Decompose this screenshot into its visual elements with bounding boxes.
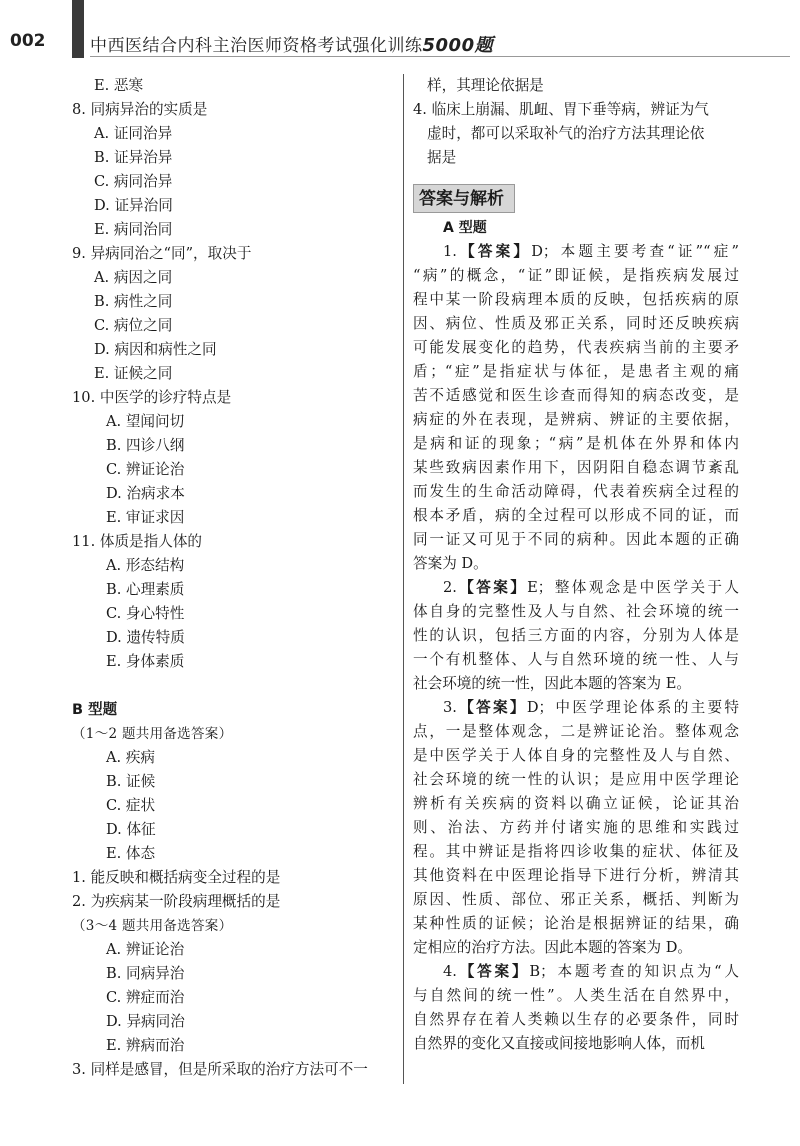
question-stem: 2. 为疾病某一阶段病理概括的是 — [72, 893, 281, 910]
answer-explanation — [413, 696, 739, 960]
answer-option: E. 审证求因 — [106, 509, 185, 526]
column-divider — [403, 74, 404, 1084]
header-bar — [72, 0, 84, 58]
explanation-line: 根本矛盾，病的全过程可以形成不同的证，而 — [413, 507, 739, 524]
answer-number: 2. — [443, 579, 457, 596]
explanation-line: 某些致病因素作用下，因阴阳自稳态调节紊乱 — [413, 459, 739, 476]
explanation-line: 自然界的变化又直接或间接地影响人体，而机 — [413, 1035, 705, 1052]
question-stem: 1. 能反映和概括病变全过程的是 — [72, 869, 281, 886]
question-stem: 9. 异病同治之“同”，取决于 — [72, 245, 252, 262]
answer-explanation — [413, 240, 739, 576]
explanation-line: 则、治法、方药并付诸实施的思维和实践过 — [413, 819, 739, 836]
answer-option: B. 同病异治 — [106, 965, 185, 982]
explanation-line: 某种性质的证候；论治是根据辨证的结果，确 — [413, 915, 739, 932]
left-column — [72, 74, 392, 1082]
explanation-line: 病症的外在表现，是辨病、辨证的主要依据， — [413, 411, 739, 428]
answer-number: 4. — [443, 963, 457, 980]
header-title-number: 5000题 — [422, 35, 494, 56]
answer-option: D. 证异治同 — [94, 197, 173, 214]
answer-option: D. 病因和病性之同 — [94, 341, 217, 358]
answer-option: D. 异病同治 — [106, 1013, 185, 1030]
page-number: 002 — [10, 31, 46, 51]
answers-heading: 答案与解析 — [413, 184, 515, 213]
question-stem: 虚时，都可以采取补气的治疗方法其理论依 — [427, 125, 705, 142]
answer-option: B. 心理素质 — [106, 581, 185, 598]
explanation-line: 可能发展变化的趋势，代表疾病当前的主要矛 — [413, 339, 739, 356]
right-column — [413, 74, 739, 1056]
explanation-text: 本题考查的知识点为“人 — [554, 963, 739, 980]
explanation-line: 答案为 D。 — [413, 555, 488, 572]
explanation-line: 体自身的完整性及人与自然、社会环境的统一 — [413, 603, 739, 620]
answer-number: 1. — [443, 243, 457, 260]
explanation-line: 自然界存在着人类赖以生存的必要条件，同时 — [413, 1011, 739, 1028]
answer-option: B. 四诊八纲 — [106, 437, 185, 454]
question-stem: 10. 中医学的诊疗特点是 — [72, 389, 232, 406]
answer-option: C. 辨证论治 — [106, 461, 185, 478]
explanation-line: 因、病位、性质及邪正关系，同时还反映疾病 — [413, 315, 739, 332]
explanation-line: 辨析有关疾病的资料以确立证候，论证其治 — [413, 795, 739, 812]
answer-explanation — [413, 960, 739, 1056]
answer-option: D. 遗传特质 — [106, 629, 185, 646]
header-rule — [90, 56, 790, 57]
explanation-line: 性的认识，包括三方面的内容，分别为人体是 — [413, 627, 739, 644]
answer-option: E. 病同治同 — [94, 221, 173, 238]
answer-option: C. 病同治异 — [94, 173, 173, 190]
explanation-line — [413, 240, 739, 264]
answers-list — [413, 240, 739, 1056]
explanation-line: 点，一是整体观念，二是辨证论治。整体观念 — [413, 723, 739, 740]
right-questions — [413, 74, 739, 170]
answer-tag: 【答案】 — [456, 243, 532, 260]
question-stem: 11. 体质是指人体的 — [72, 533, 203, 550]
shared-options-note: （3～4 题共用备选答案） — [72, 918, 233, 934]
answer-option: A. 形态结构 — [106, 557, 185, 574]
answer-option: A. 病因之同 — [94, 269, 173, 286]
explanation-line — [413, 960, 739, 984]
answer-letter: B； — [529, 963, 555, 980]
explanation-line: 同一证又可见于不同的病种。因此本题的正确 — [413, 531, 739, 548]
answer-option: E. 恶寒 — [94, 77, 144, 94]
question-stem: 4. 临床上崩漏、肌衄、胃下垂等病，辨证为气 — [413, 101, 709, 118]
explanation-line: 社会环境的统一性的认识；是应用中医学理论 — [413, 771, 739, 788]
answer-tag: 【答案】 — [456, 579, 528, 596]
answer-option: C. 症状 — [106, 797, 156, 814]
explanation-line: 是病和证的现象；“病”是机体在外界和体内 — [413, 435, 739, 452]
header-title-text: 中西医结合内科主治医师资格考试强化训练 — [90, 36, 423, 56]
answer-letter: E； — [527, 579, 553, 596]
answer-option: C. 病位之同 — [94, 317, 173, 334]
spacer — [72, 674, 392, 698]
answer-option: D. 体征 — [106, 821, 156, 838]
section-heading: B 型题 — [72, 702, 118, 718]
answer-option: A. 辨证论治 — [106, 941, 185, 958]
explanation-line: “病”的概念，“证”即证候，是指疾病发展过 — [413, 267, 739, 284]
explanation-line: 其他资料在中医理论指导下进行分析，辨清其 — [413, 867, 739, 884]
answer-option: C. 身心特性 — [106, 605, 185, 622]
answer-option: B. 证异治异 — [94, 149, 173, 166]
answer-letter: D； — [531, 243, 558, 260]
answer-option: B. 病性之同 — [94, 293, 173, 310]
page-header-title — [90, 31, 493, 57]
answer-option: A. 疾病 — [106, 749, 156, 766]
question-stem: 8. 同病异治的实质是 — [72, 101, 208, 118]
explanation-line — [413, 696, 739, 720]
answer-option: A. 望闻问切 — [106, 413, 185, 430]
answer-tag: 【答案】 — [456, 699, 527, 716]
explanation-line: 一个有机整体、人与自然环境的统一性、人与 — [413, 651, 739, 668]
explanation-line: 程中某一阶段病理本质的反映，包括疾病的原 — [413, 291, 739, 308]
explanation-line: 盾；“症”是指症状与体征，是患者主观的痛 — [413, 363, 739, 380]
answer-option: A. 证同治异 — [94, 125, 173, 142]
answer-option: E. 体态 — [106, 845, 156, 862]
answer-explanation — [413, 576, 739, 696]
explanation-line: 社会环境的统一性，因此本题的答案为 E。 — [413, 675, 691, 692]
explanation-line: 定相应的治疗方法。因此本题的答案为 D。 — [413, 939, 693, 956]
answer-option: E. 辨病而治 — [106, 1037, 185, 1054]
shared-options-note: （1～2 题共用备选答案） — [72, 726, 233, 742]
explanation-line: 苦不适感觉和医生诊查而得知的病态改变，是 — [413, 387, 739, 404]
explanation-line: 而发生的生命活动障碍，代表着疾病全过程的 — [413, 483, 739, 500]
explanation-line — [413, 576, 739, 600]
answer-option: C. 辨症而治 — [106, 989, 185, 1006]
answer-option: D. 治病求本 — [106, 485, 185, 502]
explanation-text: 中医学理论体系的主要特 — [553, 699, 739, 716]
question-stem: 3. 同样是感冒，但是所采取的治疗方法可不一 — [72, 1061, 368, 1078]
answer-letter: D； — [526, 699, 554, 716]
explanation-line: 是中医学关于人体自身的完整性及人与自然、 — [413, 747, 739, 764]
explanation-line: 原因、性质、部位、邪正关系，概括、判断为 — [413, 891, 739, 908]
answer-option: E. 身体素质 — [106, 653, 185, 670]
answer-option: B. 证候 — [106, 773, 156, 790]
answer-tag: 【答案】 — [456, 963, 530, 980]
explanation-line: 程。其中辨证是指将四诊收集的症状、体征及 — [413, 843, 739, 860]
question-stem: 样，其理论依据是 — [427, 77, 544, 94]
explanation-text: 整体观念是中医学关于人 — [552, 579, 739, 596]
answer-option: E. 证候之同 — [94, 365, 173, 382]
explanation-text: 本题主要考查“证”“症” — [557, 243, 739, 260]
question-stem: 据是 — [427, 149, 457, 166]
explanation-line: 与自然间的统一性”。人类生活在自然界中， — [413, 987, 739, 1004]
a-type-heading: A 型题 — [443, 220, 487, 236]
answer-number: 3. — [443, 699, 457, 716]
